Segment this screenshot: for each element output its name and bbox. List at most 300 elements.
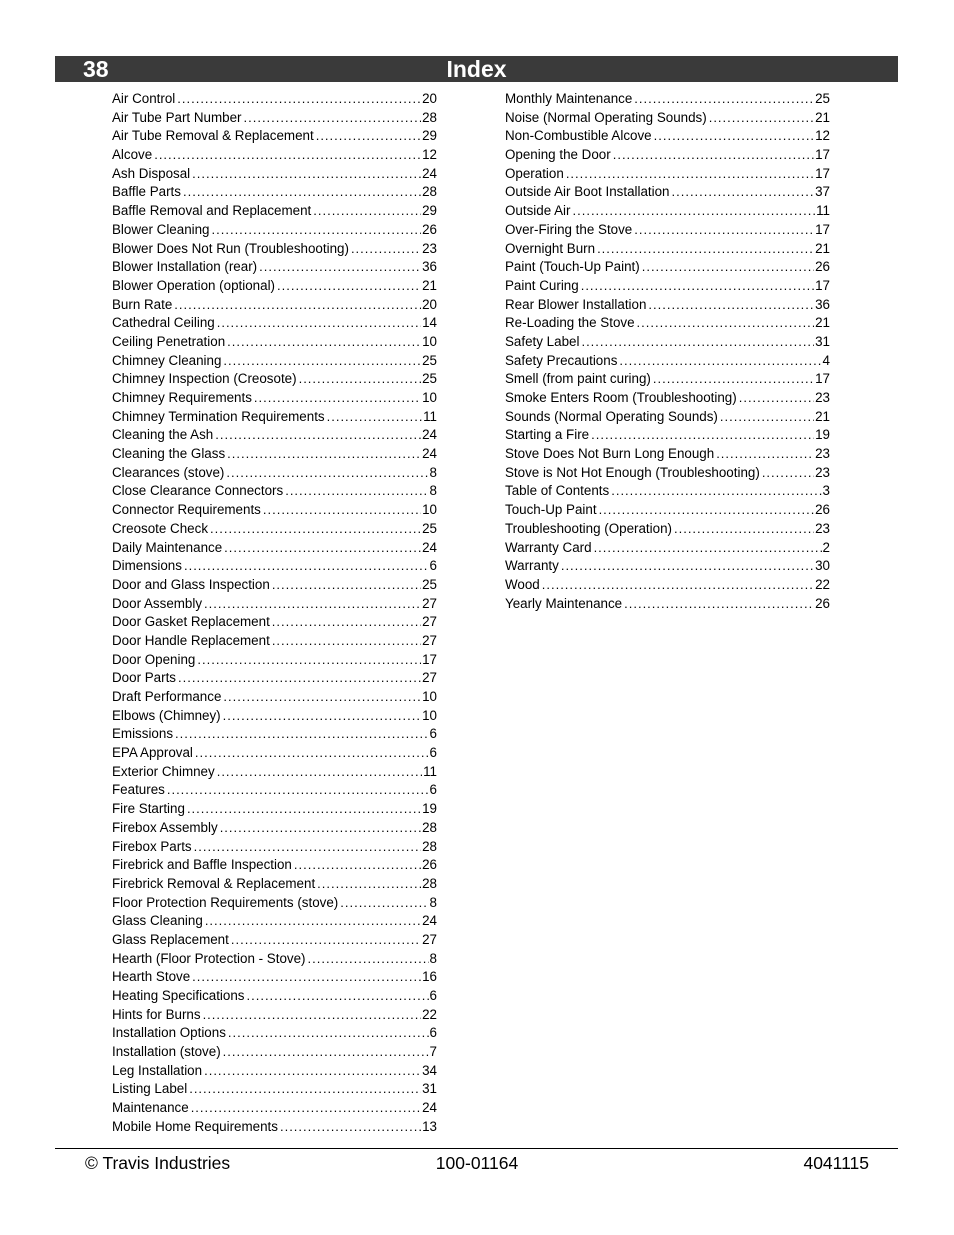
index-page-number: 26 [815,502,830,518]
index-entry [112,763,437,782]
index-term: Safety Label [505,333,580,349]
index-entry [112,90,437,109]
dot-leader [308,950,429,969]
index-entry [112,968,437,987]
index-page-number: 10 [422,502,437,518]
index-entry [112,1080,437,1099]
index-page-number: 19 [422,801,437,817]
index-term: Re-Loading the Stove [505,315,635,331]
index-page-number: 6 [429,726,437,742]
index-term: Cleaning the Ash [112,427,214,443]
index-entry [112,1099,437,1118]
dot-leader [720,408,814,427]
index-entry [112,202,437,221]
index-term: Outside Air [505,203,571,219]
dot-leader [709,109,814,128]
dot-leader [194,838,421,857]
index-page-number: 12 [815,128,830,144]
dot-leader [223,1043,429,1062]
footer-revision-code: 4041115 [803,1153,869,1173]
index-page-number: 23 [422,240,437,256]
index-term: Installation Options [112,1025,226,1041]
dot-leader [597,240,814,259]
index-term: Cleaning the Glass [112,446,226,462]
footer-company: © Travis Industries [85,1153,231,1173]
index-entry [112,520,437,539]
dot-leader [672,183,815,202]
index-entry [112,240,437,259]
index-page-number: 26 [422,221,437,237]
dot-leader [624,595,814,614]
index-term: Starting a Fire [505,427,590,443]
index-term: Dimensions [112,558,182,574]
dot-leader [223,707,421,726]
index-page-number: 20 [422,91,437,106]
index-page-number: 27 [422,931,437,947]
index-page-number: 25 [422,576,437,592]
dot-leader [561,557,814,576]
index-page-number: 23 [815,390,830,405]
dot-leader [205,912,421,931]
index-entry [112,632,437,651]
index-page-number: 29 [422,203,437,219]
index-term: Warranty [505,558,559,574]
index-term: Firebox Assembly [112,819,218,835]
index-entry [505,146,830,165]
index-entry [112,781,437,800]
dot-leader [154,146,421,165]
index-term: Exterior Chimney [112,763,215,779]
dot-leader [227,333,421,352]
dot-leader [197,651,421,670]
index-entry [112,109,437,128]
footer-divider [55,1148,898,1149]
dot-leader [316,127,421,146]
index-page-number: 17 [815,371,830,387]
index-term: Creosote Check [112,520,209,536]
dot-leader [223,352,421,371]
index-page-number: 16 [422,969,437,985]
index-entry [112,1024,437,1043]
index-entry [505,221,830,240]
index-page-number: 17 [815,277,830,293]
index-term: Non-Combustible Alcove [505,128,652,144]
dot-leader [327,408,422,427]
index-page-number: 26 [422,857,437,873]
dot-leader [192,968,421,987]
index-entry [112,277,437,296]
dot-leader [272,613,421,632]
index-page-number: 6 [429,1025,437,1041]
index-entry [505,165,830,184]
index-term: Paint Curing [505,277,579,293]
index-page-number: 27 [422,670,437,686]
index-term: Firebrick and Baffle Inspection [112,857,292,873]
index-term: Door Gasket Replacement [112,614,270,630]
index-page-number: 10 [422,390,437,405]
index-page-number: 27 [422,595,437,611]
index-term: Stove Does Not Burn Long Enough [505,446,715,462]
index-page-number: 25 [422,371,437,387]
index-page-number: 17 [815,165,830,181]
index-term: Door Assembly [112,595,203,611]
dot-leader [313,202,421,221]
dot-leader [247,987,429,1006]
index-page-number: 21 [422,277,437,293]
index-page-number: 30 [815,558,830,574]
dot-leader [272,576,421,595]
index-term: Chimney Requirements [112,390,252,405]
index-page-number: 4 [822,352,830,368]
index-entry [112,557,437,576]
index-entry [112,595,437,614]
dot-leader [272,632,421,651]
index-entry [112,408,437,427]
index-page-number: 20 [422,296,437,312]
dot-leader [340,894,428,913]
index-entry [112,688,437,707]
index-page-number: 2 [822,539,830,555]
index-page-number: 21 [815,315,830,331]
dot-leader [228,1024,429,1043]
index-page-number: 8 [429,894,437,910]
index-page-number: 25 [815,91,830,106]
index-term: Heating Specifications [112,988,245,1003]
index-term: Glass Cleaning [112,913,203,929]
index-entry [112,669,437,688]
index-term: Blower Operation (optional) [112,277,276,293]
index-entry [112,389,437,408]
dot-leader [178,669,421,688]
index-entry [112,426,437,445]
index-page-number: 22 [815,576,830,592]
index-entry [505,258,830,277]
index-term: Close Clearance Connectors [112,483,284,499]
header-bar [55,56,898,82]
index-term: Blower Does Not Run (Troubleshooting) [112,240,349,256]
dot-leader [637,314,815,333]
index-entry [112,651,437,670]
index-page-number: 17 [815,221,830,237]
index-entry [112,464,437,483]
index-entry [112,146,437,165]
index-term: Hearth (Floor Protection - Stove) [112,950,306,966]
dot-leader [183,183,421,202]
dot-leader [226,464,428,483]
dot-leader [177,90,421,109]
index-page-number: 26 [815,595,830,611]
index-term: Troubleshooting (Operation) [505,520,672,536]
index-entry [112,1118,437,1137]
index-page-number: 29 [422,128,437,144]
index-page-number: 10 [422,689,437,704]
index-page-number: 17 [422,651,437,667]
dot-leader [184,557,429,576]
dot-leader [653,370,814,389]
index-page-number: 11 [423,763,437,779]
index-page-number: 21 [815,408,830,424]
index-entry [505,333,830,352]
index-entry [112,501,437,520]
index-entry [112,819,437,838]
index-term: Table of Contents [505,483,610,499]
index-entry [505,183,830,202]
dot-leader [674,520,814,539]
index-page-number: 25 [422,352,437,368]
index-column-left [112,90,437,1137]
index-page-number: 23 [815,464,830,480]
index-term: Emissions [112,726,174,742]
index-page-number: 3 [822,483,830,499]
index-page-number: 37 [815,184,830,200]
dot-leader [174,296,421,315]
index-entry [505,426,830,445]
index-entry [112,370,437,389]
dot-leader [210,520,421,539]
index-page-number: 28 [422,109,437,125]
index-entry [505,314,830,333]
index-page-number: 23 [815,446,830,462]
dot-leader [204,595,421,614]
index-page-number: 24 [422,446,437,462]
dot-leader [223,688,421,707]
index-entry [505,127,830,146]
index-term: Daily Maintenance [112,539,223,555]
dot-leader [317,875,421,894]
index-page-number: 17 [815,147,830,163]
index-entry [505,109,830,128]
index-page-number: 8 [429,464,437,480]
dot-leader [195,744,429,763]
index-term: Draft Performance [112,689,222,704]
index-page-number: 10 [422,707,437,723]
index-term: Firebrick Removal & Replacement [112,875,316,891]
index-entry [112,838,437,857]
index-term: Firebox Parts [112,838,192,854]
index-page-number: 11 [816,203,830,219]
index-term: Door and Glass Inspection [112,576,270,592]
dot-leader [212,221,422,240]
index-page-number: 28 [422,184,437,200]
index-term: Chimney Inspection (Creosote) [112,371,297,387]
index-term: Operation [505,165,564,181]
index-entry [505,352,830,371]
index-page-number: 24 [422,913,437,929]
index-page-number: 11 [423,408,437,424]
index-term: Over-Firing the Stove [505,221,633,237]
dot-leader [231,931,421,950]
index-entry [112,183,437,202]
footer-document-number: 100-01164 [435,1153,519,1173]
index-entry [112,744,437,763]
index-column-right [505,90,830,613]
index-entry [505,389,830,408]
index-term: EPA Approval [112,745,193,761]
index-entry [505,482,830,501]
index-term: Warranty Card [505,539,592,555]
index-page-number: 26 [815,259,830,275]
dot-leader [224,539,421,558]
index-entry [505,464,830,483]
index-term: Wood [505,576,540,592]
dot-leader [581,333,814,352]
index-entry [505,370,830,389]
index-entry [505,296,830,315]
index-entry [505,595,830,614]
index-term: Glass Replacement [112,931,229,947]
index-term: Ash Disposal [112,165,191,181]
index-page-number: 36 [422,259,437,275]
index-entry [112,1006,437,1025]
index-entry [112,352,437,371]
index-page-number: 24 [422,1100,437,1116]
dot-leader [619,352,821,371]
dot-leader [573,202,816,221]
index-page-number: 8 [429,483,437,499]
index-entry [112,539,437,558]
index-page-number: 10 [422,333,437,349]
index-term: Air Tube Removal & Replacement [112,128,314,144]
dot-leader [716,445,814,464]
index-entry [505,240,830,259]
dot-leader [244,109,422,128]
dot-leader [277,277,421,296]
index-page-number: 25 [422,520,437,536]
index-page-number: 21 [815,240,830,256]
index-term: Chimney Cleaning [112,352,222,368]
dot-leader [739,389,814,408]
dot-leader [191,1099,421,1118]
index-term: Blower Installation (rear) [112,259,258,275]
index-page-number: 27 [422,614,437,630]
index-entry [112,987,437,1006]
index-term: Cathedral Ceiling [112,315,215,331]
dot-leader [203,1006,422,1025]
index-term: Safety Precautions [505,352,618,368]
index-entry [112,875,437,894]
index-entry [505,539,830,558]
index-term: Hearth Stove [112,969,191,985]
index-term: Connector Requirements [112,502,261,518]
dot-leader [175,725,429,744]
index-page-number: 22 [422,1006,437,1022]
dot-leader [217,314,421,333]
index-page-number: 12 [422,147,437,163]
index-entry [112,296,437,315]
dot-leader [189,1080,421,1099]
dot-leader [599,501,815,520]
dot-leader [613,146,814,165]
index-term: Maintenance [112,1100,189,1116]
index-term: Air Control [112,91,176,106]
index-entry [112,314,437,333]
index-page-number: 23 [815,520,830,536]
index-term: Baffle Parts [112,184,181,200]
index-term: Elbows (Chimney) [112,707,221,723]
dot-leader [215,426,421,445]
index-term: Stove is Not Hot Enough (Troubleshooting) [505,464,760,480]
dot-leader [294,856,421,875]
index-page-number: 6 [429,558,437,574]
index-term: Outside Air Boot Installation [505,184,670,200]
index-term: Alcove [112,147,153,163]
index-page-number: 24 [422,165,437,181]
index-page-number: 24 [422,539,437,555]
dot-leader [259,258,421,277]
index-term: Yearly Maintenance [505,595,623,611]
dot-leader [611,482,821,501]
index-entry [112,165,437,184]
dot-leader [192,165,421,184]
dot-leader [581,277,814,296]
index-term: Ceiling Penetration [112,333,226,349]
index-term: Baffle Removal and Replacement [112,203,312,219]
index-page-number: 34 [422,1062,437,1078]
index-entry [112,127,437,146]
dot-leader [654,127,814,146]
index-term: Blower Cleaning [112,221,210,237]
index-term: Opening the Door [505,147,611,163]
index-entry [112,333,437,352]
dot-leader [187,800,421,819]
dot-leader [634,221,814,240]
index-term: Sounds (Normal Operating Sounds) [505,408,718,424]
dot-leader [227,445,421,464]
dot-leader [542,576,814,595]
index-entry [505,576,830,595]
index-entry [505,277,830,296]
index-term: Floor Protection Requirements (stove) [112,894,339,910]
page-title: Index [446,56,507,82]
index-page-number: 24 [422,427,437,443]
index-entry [505,501,830,520]
index-term: Clearances (stove) [112,464,225,480]
dot-leader [280,1118,421,1137]
index-term: Overnight Burn [505,240,596,256]
index-term: Leg Installation [112,1062,203,1078]
index-entry [112,258,437,277]
index-entry [112,1062,437,1081]
index-page-number: 28 [422,875,437,891]
index-term: Chimney Termination Requirements [112,408,325,424]
index-term: Installation (stove) [112,1044,221,1060]
index-term: Listing Label [112,1081,188,1097]
index-page-number: 31 [815,333,830,349]
dot-leader [634,90,814,109]
index-page-number: 27 [422,632,437,648]
index-page-number: 6 [429,782,437,798]
index-entry [112,931,437,950]
dot-leader [217,763,422,782]
index-entry [112,800,437,819]
index-term: Smoke Enters Room (Troubleshooting) [505,390,737,405]
index-term: Monthly Maintenance [505,91,633,106]
index-term: Door Opening [112,651,196,667]
index-entry [112,1043,437,1062]
index-page-number: 28 [422,819,437,835]
dot-leader [642,258,814,277]
dot-leader [167,781,429,800]
index-page-number: 31 [422,1081,437,1097]
index-term: Noise (Normal Operating Sounds) [505,109,707,125]
index-term: Door Handle Replacement [112,632,270,648]
index-entry [112,725,437,744]
index-page-number: 13 [422,1118,437,1134]
dot-leader [299,370,422,389]
index-term: Rear Blower Installation [505,296,647,312]
index-entry [505,408,830,427]
index-page-number: 6 [429,745,437,761]
